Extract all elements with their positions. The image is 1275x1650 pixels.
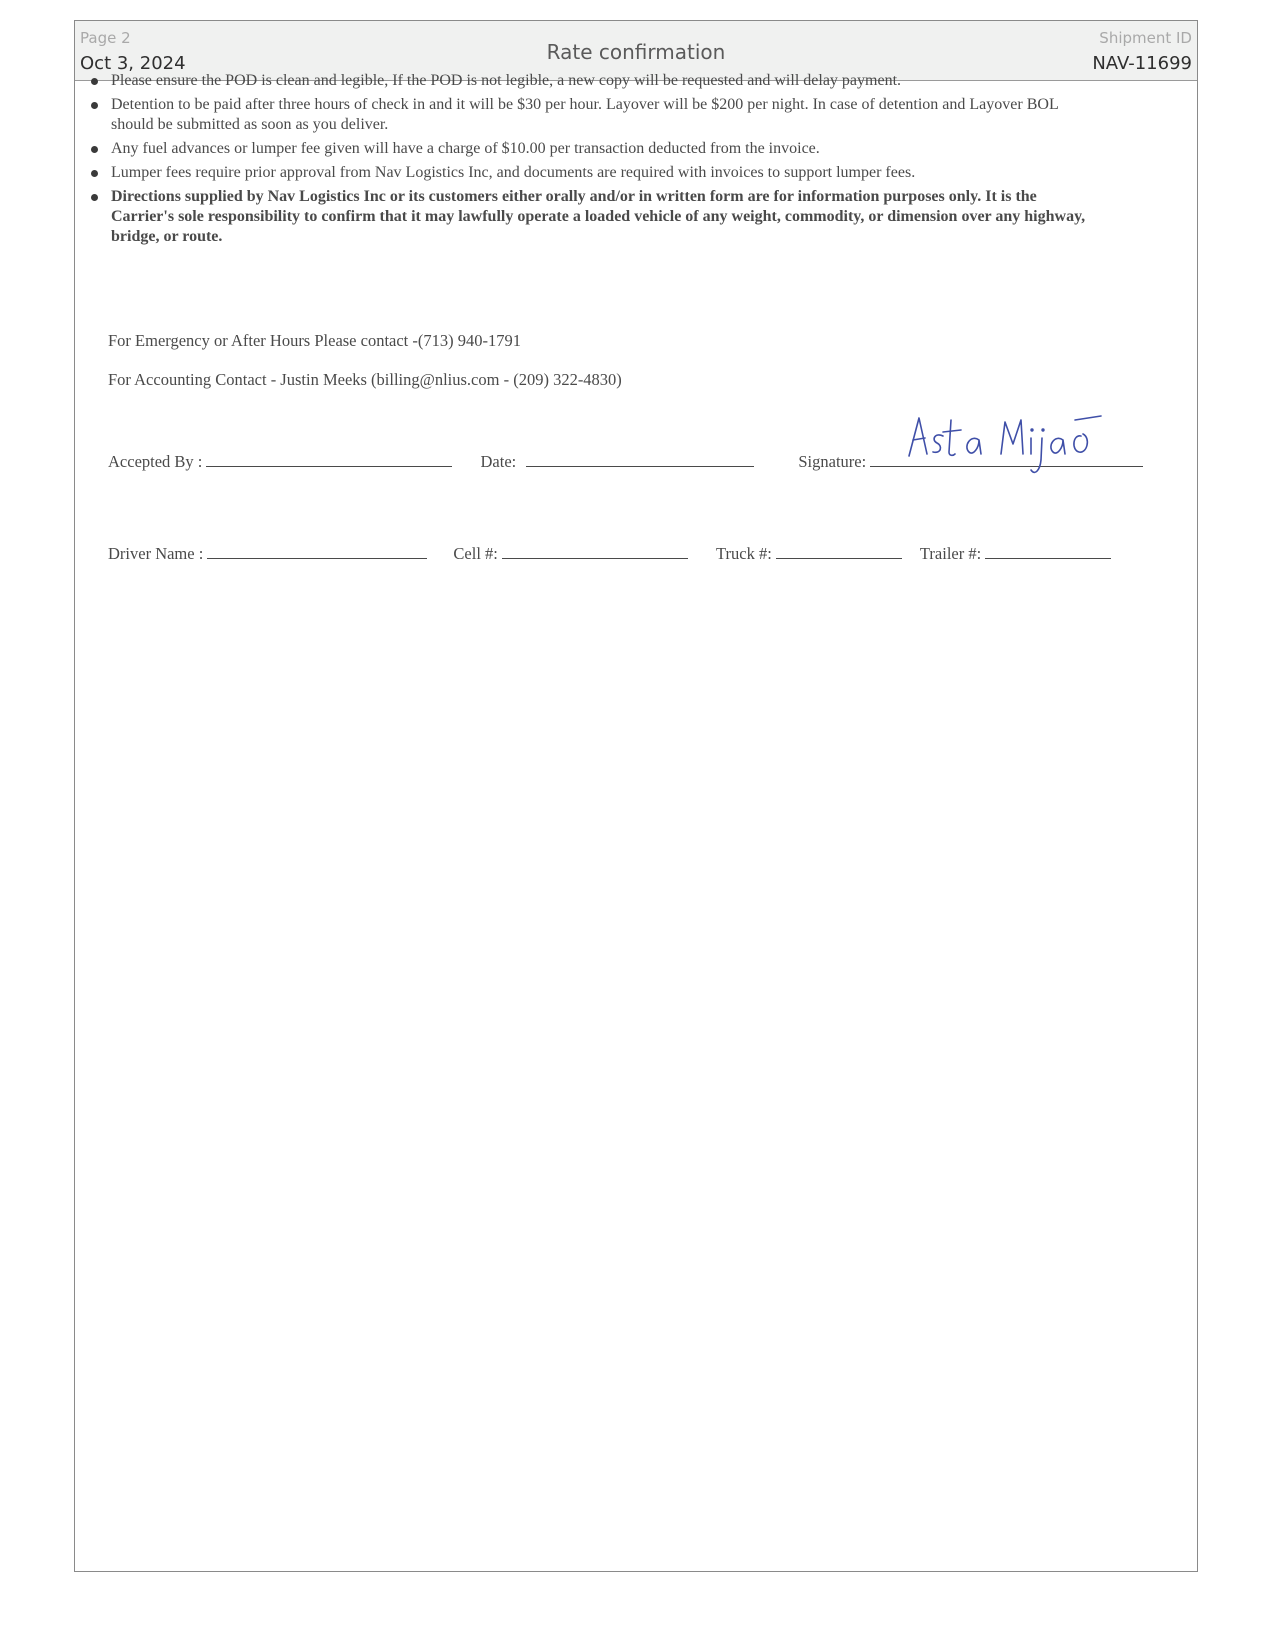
- term-text: Detention to be paid after three hours of check in and it will be $30 per hour. Layover will be $200 per night. In case of detention and Layover BOL should be submitted as soon as you deliver.: [111, 96, 1059, 133]
- page-number: Page 2: [80, 29, 131, 47]
- term-item: [40, 71, 1162, 91]
- term-item: [40, 187, 1162, 247]
- term-text: Lumper fees require prior approval from Nav Logistics Inc, and documents are required with invoices to support lumper fees.: [111, 164, 916, 181]
- cell-field[interactable]: [502, 541, 688, 559]
- bullet-icon: [91, 146, 98, 153]
- page-frame: [74, 20, 1198, 1572]
- term-text: Any fuel advances or lumper fee given will have a charge of $10.00 per transaction deducted from the invoice.: [111, 140, 820, 157]
- driver-row: [108, 541, 1111, 564]
- accepted-by-field[interactable]: [206, 449, 452, 467]
- handwritten-signature: [905, 410, 1105, 490]
- truck-field[interactable]: [776, 541, 902, 559]
- bullet-icon: [91, 170, 98, 177]
- term-item: [40, 95, 1162, 135]
- bullet-icon: [91, 194, 98, 201]
- trailer-field[interactable]: [985, 541, 1111, 559]
- driver-name-label: Driver Name :: [108, 544, 204, 563]
- signature-label: Signature:: [798, 452, 867, 471]
- shipment-id-label: Shipment ID: [1099, 29, 1192, 47]
- document-date: Oct 3, 2024: [80, 53, 186, 74]
- shipment-id-value: NAV-11699: [1092, 53, 1192, 74]
- driver-name-field[interactable]: [207, 541, 427, 559]
- term-item: [40, 163, 1162, 183]
- date-field[interactable]: [526, 449, 754, 467]
- term-text: Directions supplied by Nav Logistics Inc or its customers either orally and/or in written form are for information purposes only. It is the Carrier's sole responsibility to confirm that it may lawfully operate a loaded vehicle of any weight, commodity, or dimension over any highway, bridge, or route.: [111, 188, 1086, 245]
- cell-label: Cell #:: [453, 544, 498, 563]
- document-title: Rate confirmation: [546, 40, 726, 64]
- term-text: Please ensure the POD is clean and legible, If the POD is not legible, a new copy will be requested and will delay payment.: [111, 72, 902, 89]
- term-item: [40, 139, 1162, 159]
- bullet-icon: [91, 102, 98, 109]
- date-label: Date:: [480, 452, 517, 471]
- trailer-label: Trailer #:: [919, 544, 982, 563]
- emergency-contact: For Emergency or After Hours Please contact -(713) 940-1791: [108, 331, 521, 350]
- truck-label: Truck #:: [716, 544, 772, 563]
- terms-list: [40, 71, 1162, 251]
- accepted-by-label: Accepted By :: [108, 452, 203, 471]
- bullet-icon: [91, 78, 98, 85]
- accounting-contact: For Accounting Contact - Justin Meeks (billing@nlius.com - (209) 322-4830): [108, 370, 622, 389]
